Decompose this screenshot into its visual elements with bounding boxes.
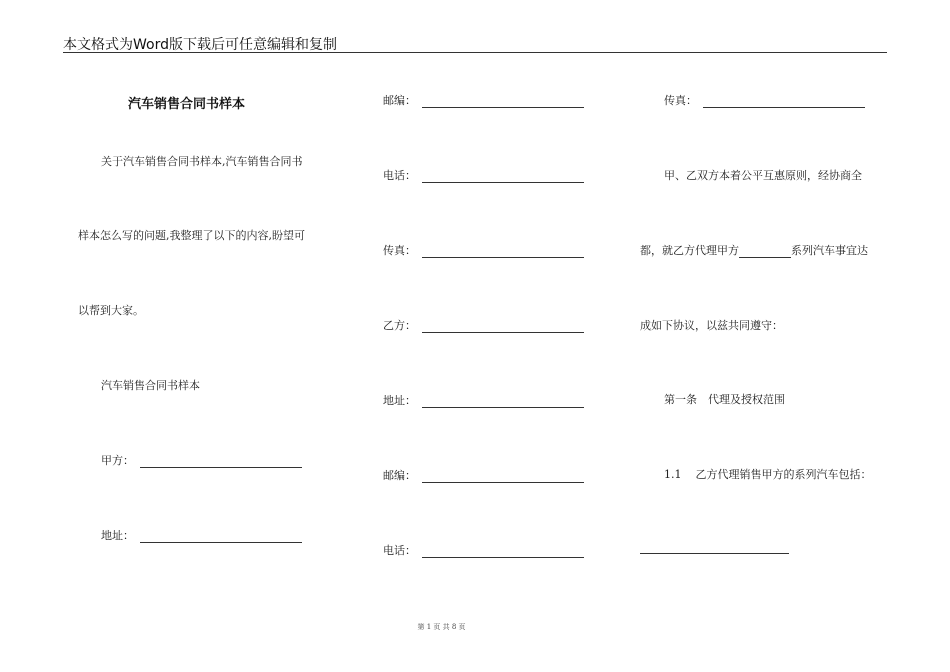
clause-text: 乙方代理销售甲方的系列汽车包括： (695, 468, 872, 481)
party-a-address-field (101, 529, 302, 543)
car-series-blank (739, 246, 791, 258)
party-a-fax-blank (422, 246, 584, 258)
agreement-line-2-end: 系列汽车事宜达 (791, 244, 868, 257)
contract-subtitle: 汽车销售合同书样本 (101, 379, 200, 392)
party-b-postcode-blank (422, 471, 584, 483)
agreement-line-2 (640, 244, 868, 258)
party-a-fax-field (383, 244, 584, 258)
party-a-address-blank (140, 531, 302, 543)
party-b-phone-field (383, 544, 584, 558)
party-a-field (101, 454, 302, 468)
party-b-fax-blank (703, 96, 865, 108)
party-a-postcode-label: 邮编： (383, 94, 416, 107)
agreement-line-1: 甲、乙双方本着公平互惠原则，经协商全 (664, 169, 862, 182)
header-title: 本文格式为Word版下载后可任意编辑和复制 (63, 37, 337, 53)
party-b-blank (422, 321, 584, 333)
header-divider (63, 52, 887, 53)
party-b-address-field (383, 394, 584, 408)
party-a-phone-label: 电话： (383, 169, 416, 182)
party-b-phone-blank (422, 546, 584, 558)
agreement-line-3: 成如下协议，以兹共同遵守： (640, 319, 783, 332)
intro-line-1: 关于汽车销售合同书样本,汽车销售合同书 (101, 155, 303, 168)
party-b-label: 乙方： (383, 319, 416, 332)
party-b-fax-field (664, 94, 865, 108)
document-title: 汽车销售合同书样本 (128, 97, 246, 112)
party-a-blank (140, 456, 302, 468)
clause-number: 1.1 (664, 468, 682, 481)
party-b-address-blank (422, 396, 584, 408)
party-b-field (383, 319, 584, 333)
party-a-postcode-field (383, 94, 584, 108)
party-b-postcode-label: 邮编： (383, 469, 416, 482)
party-a-phone-blank (422, 171, 584, 183)
party-b-phone-label: 电话： (383, 544, 416, 557)
party-b-fax-label: 传真： (664, 94, 697, 107)
party-a-postcode-blank (422, 96, 584, 108)
party-a-address-label: 地址： (101, 529, 134, 542)
party-b-postcode-field (383, 469, 584, 483)
clause-1-1 (664, 468, 872, 482)
party-a-phone-field (383, 169, 584, 183)
agreement-line-2-start: 都，就乙方代理甲方 (640, 244, 739, 257)
party-a-label: 甲方： (101, 454, 134, 467)
vehicle-models-blank (640, 553, 789, 554)
party-a-fax-label: 传真： (383, 244, 416, 257)
page-footer: 第 1 页 共 8 页 (417, 623, 466, 631)
intro-line-2: 样本怎么写的问题,我整理了以下的内容,盼望可 (78, 229, 305, 242)
party-b-address-label: 地址： (383, 394, 416, 407)
article-1-heading: 第一条 代理及授权范围 (664, 393, 785, 406)
intro-line-3: 以帮到大家。 (78, 304, 144, 317)
